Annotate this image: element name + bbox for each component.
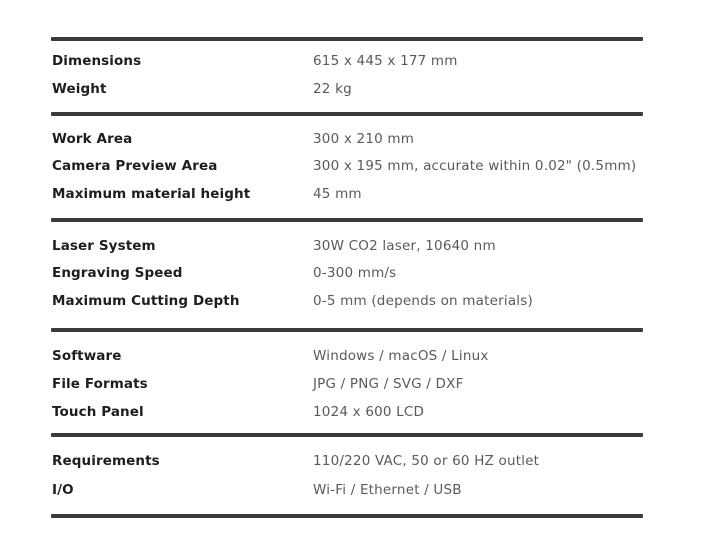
spec-label-engraving-speed: Engraving Speed [52, 265, 183, 281]
section-divider [51, 433, 643, 437]
spec-label-file-formats: File Formats [52, 376, 148, 392]
section-divider [51, 112, 643, 116]
spec-value-io: Wi-Fi / Ethernet / USB [313, 482, 462, 498]
spec-value-work-area: 300 x 210 mm [313, 131, 415, 147]
spec-value-dimensions: 615 x 445 x 177 mm [313, 53, 458, 69]
spec-value-engraving-speed: 0-300 mm/s [313, 265, 397, 281]
spec-label-weight: Weight [52, 81, 107, 97]
spec-value-max-material-height: 45 mm [313, 186, 362, 202]
spec-value-file-formats: JPG / PNG / SVG / DXF [313, 376, 464, 392]
spec-label-touch-panel: Touch Panel [52, 404, 144, 420]
spec-value-camera-preview-area: 300 x 195 mm, accurate within 0.02" (0.5mm) [313, 158, 637, 174]
spec-label-dimensions: Dimensions [52, 53, 142, 69]
spec-label-io: I/O [52, 482, 74, 498]
spec-label-camera-preview-area: Camera Preview Area [52, 158, 218, 174]
spec-label-requirements: Requirements [52, 453, 160, 469]
spec-label-max-material-height: Maximum material height [52, 186, 251, 202]
spec-value-laser-system: 30W CO2 laser, 10640 nm [313, 238, 496, 254]
section-divider [51, 37, 643, 41]
section-divider [51, 328, 643, 332]
spec-label-max-cutting-depth: Maximum Cutting Depth [52, 293, 240, 309]
spec-label-work-area: Work Area [52, 131, 133, 147]
spec-value-software: Windows / macOS / Linux [313, 348, 489, 364]
section-divider [51, 218, 643, 222]
spec-label-laser-system: Laser System [52, 238, 156, 254]
spec-value-weight: 22 kg [313, 81, 352, 97]
section-divider [51, 514, 643, 518]
spec-value-touch-panel: 1024 x 600 LCD [313, 404, 425, 420]
spec-label-software: Software [52, 348, 122, 364]
spec-value-requirements: 110/220 VAC, 50 or 60 HZ outlet [313, 453, 540, 469]
spec-value-max-cutting-depth: 0-5 mm (depends on materials) [313, 293, 533, 309]
